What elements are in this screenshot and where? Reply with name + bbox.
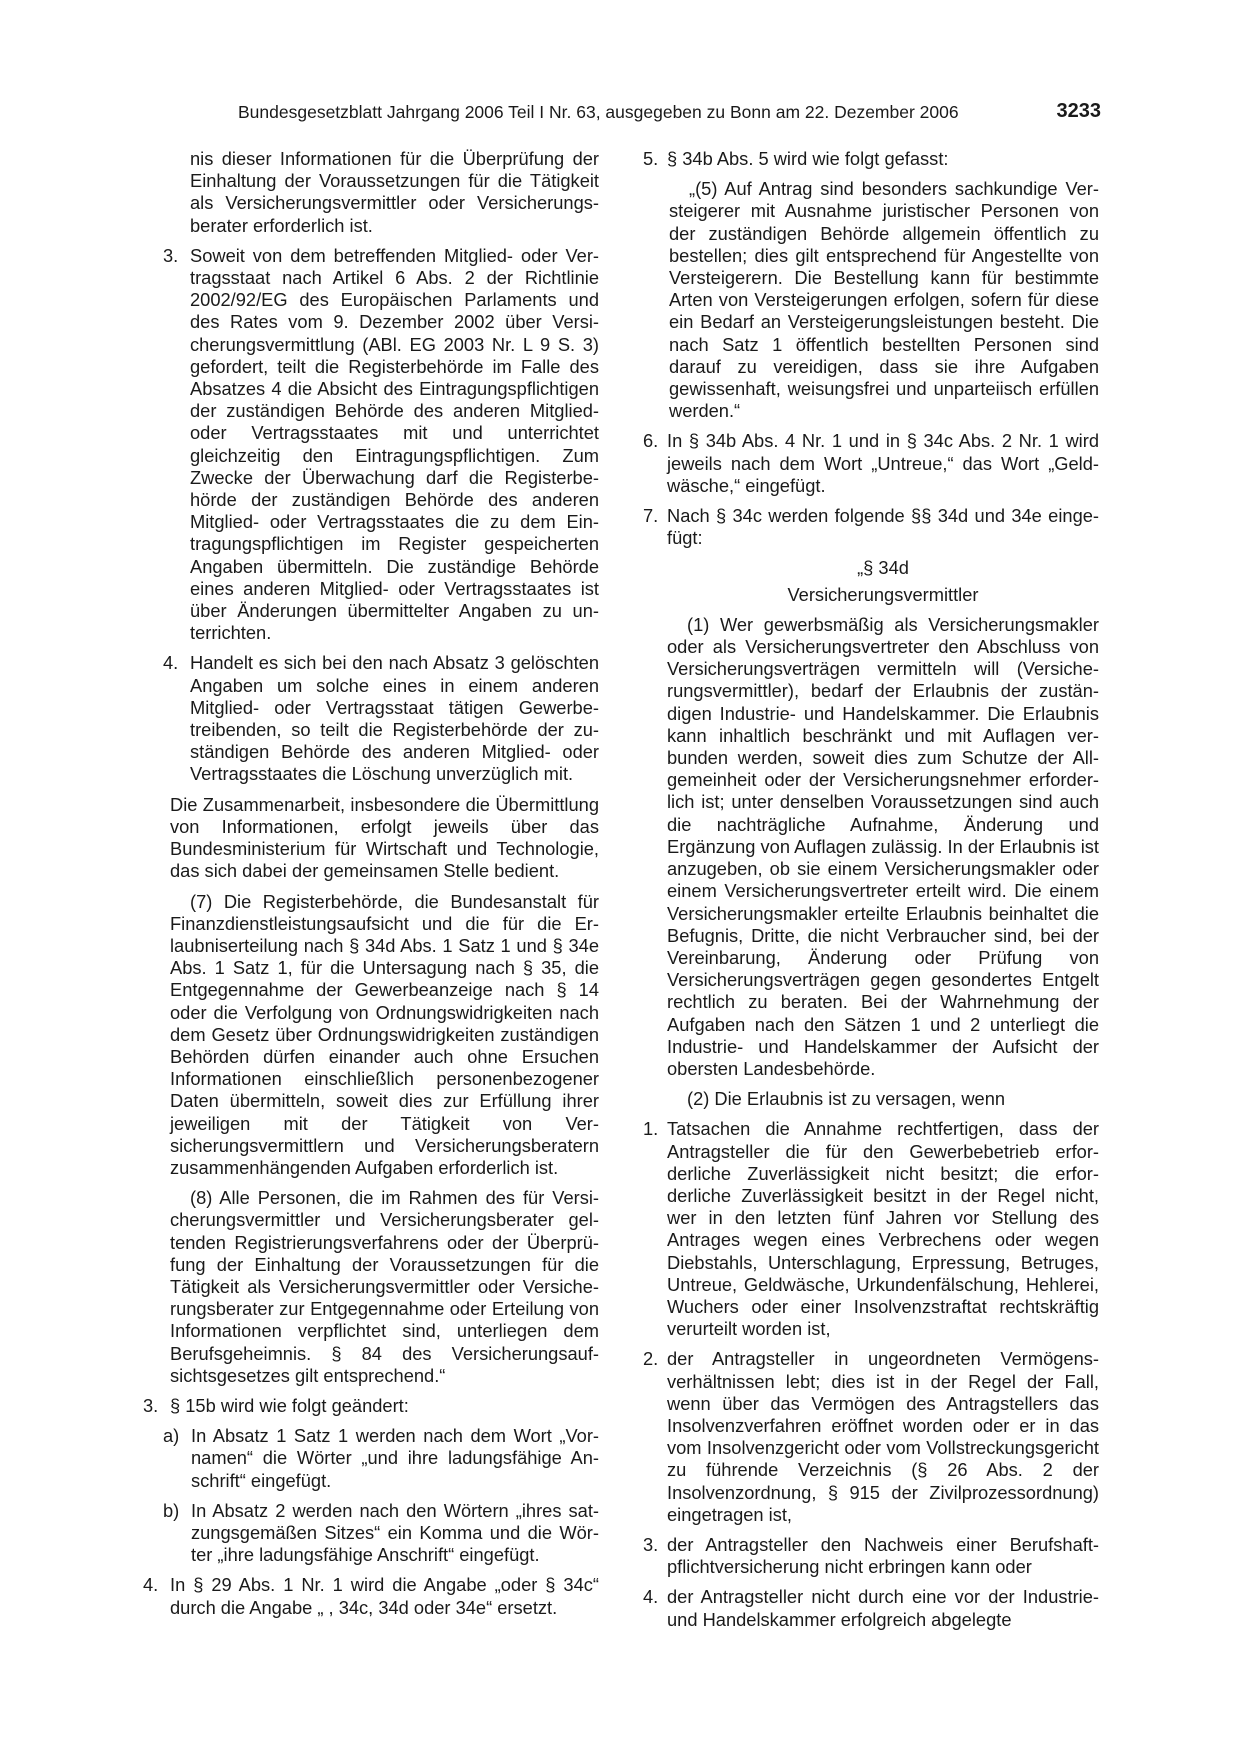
amendment-item-7	[643, 505, 1099, 549]
paragraph-8: (8) Alle Personen, die im Rahmen des für Versicherungsvermittler und Versicherungsberater geltenden Registrierungsverfahrens oder der Überprüfung der Einhaltung der Voraussetzungen für die Tätigkeit als Versicherungsvermittler oder Versicherungsberater zur Entgegennahme oder Erteilung von Informationen verpflichtet sind, unterliegen dem Berufsgeheimnis. § 84 des Versicherungsaufsichtsgesetzes gilt entsprechend.“	[170, 1187, 599, 1386]
amendment-item-6	[643, 430, 1099, 497]
list-number: 4.	[643, 1586, 659, 1608]
paragraph-zusammenarbeit: Die Zusammenarbeit, insbesondere die Übermittlung von Informationen, erfolgt jeweils über das Bundesministerium für Wirtschaft und Technologie, das sich dabei der gemeinsamen Stelle bedient.	[170, 793, 599, 882]
list-letter: a)	[163, 1425, 180, 1447]
paragraph-7: (7) Die Registerbehörde, die Bundesanstalt für Finanzdienstleistungsaufsicht und die für die Erlaubniserteilung nach § 34d Abs. 1 Satz 1 und § 34e Abs. 1 Satz 1, für die Untersagung nach § 35, die Entgegennahme der Gewerbeanzeige nach § 14 oder die Verfolgung von Ordnungswidrigkeiten nach dem Gesetz über Ordnungswidrigkeiten zuständigen Behörden dürfen einander auch ohne Ersuchen Informationen einschließlich personenbezogener Daten übermitteln, soweit dies zur Erfüllung ihrer jeweiligen mit der Tätigkeit von Versicherungsvermittlern und Versicherungsberatern zusammenhängenden Aufgaben erforderlich ist.	[170, 890, 599, 1178]
quoted-paragraph-5: „(5) Auf Antrag sind besonders sachkundige Versteigerer mit Ausnahme juristischer Personen von der zuständigen Behörde allgemein öffentlich zu bestellen; dies gilt entsprechend für Angestellte von Versteigerern. Die Bestellung kann für bestimmte Arten von Versteigerungen erfolgen, sofern für diese ein Bedarf an Versteigerungsleistungen besteht. Die nach Satz 1 öffentlich bestellten Personen sind darauf zu vereidigen, dass sie ihre Aufgaben gewissenhaft, weisungsfrei und unparteiisch erfüllen werden.“	[669, 178, 1099, 422]
condition-item-2	[643, 1348, 1099, 1526]
list-text: der Antragsteller den Nachweis einer Berufshaftpflichtversicherung nicht erbringen kann oder	[667, 1533, 1099, 1578]
list-number: 6.	[643, 430, 659, 452]
list-text: der Antragsteller nicht durch eine vor der Industrie- und Handelskammer erfolgreich abgelegte	[667, 1586, 1099, 1630]
list-number: 3.	[163, 244, 179, 266]
section-heading: „§ 34d	[857, 557, 909, 579]
section-34d	[643, 557, 1099, 1110]
sub-item-a	[143, 1425, 599, 1492]
list-number: 7.	[643, 505, 659, 527]
condition-item-1	[643, 1118, 1099, 1340]
sub-item-b	[143, 1500, 599, 1567]
amendment-item-5	[643, 148, 1099, 170]
list-text: Soweit von dem betreffenden Mitglied- oder Vertragsstaat nach Artikel 6 Abs. 2 der Richtlinie 2002/92/EG des Europäischen Parlaments und des Rates vom 9. Dezember 2002 über Versicherungsvermittlung (ABl. EG 2003 Nr. L 9 S. 3) gefordert, teilt die Registerbehörde im Falle des Absatzes 4 die Absicht des Eintragungspflichtigen der zuständigen Behörde des anderen Mitglied- oder Vertragsstaates mit und unterrichtet gleichzeitig den Eintragungspflichtigen. Zum Zwecke der Überwachung darf die Registerbehörde der zuständigen Behörde des anderen Mitglied- oder Vertragsstaates die zu dem Eintragungspflichtigen im Register gespeicherten Angaben übermitteln. Die zuständige Behörde eines anderen Mitglied- oder Vertragsstaates ist über Änderungen übermittelter Angaben zu unterrichten.	[190, 244, 599, 644]
list-text: In § 34b Abs. 4 Nr. 1 und in § 34c Abs. 2 Nr. 1 wird jeweils nach dem Wort „Untreue,“ das Wort „Geldwäsche,“ eingefügt.	[667, 430, 1099, 496]
paragraph-1: (1) Wer gewerbsmäßig als Versicherungsmakler oder als Versicherungsvertreter den Abschluss von Versicherungsverträgen vermitteln will (Versicherungsvermittler), bedarf der Erlaubnis der zuständigen Industrie- und Handelskammer. Die Erlaubnis kann inhaltlich beschränkt und mit Auflagen verbunden werden, soweit dies zum Schutze der Allgemeinheit oder der Versicherungsnehmer erforderlich ist; unter denselben Voraussetzungen sind auch die nachträgliche Aufnahme, Änderung und Ergänzung von Auflagen zulässig. In der Erlaubnis ist anzugeben, ob sie einem Versicherungsmakler oder einem Versicherungsvertreter erteilt wird. Die einem Versicherungsmakler erteilte Erlaubnis beinhaltet die Befugnis, Dritte, die nicht Verbraucher sind, bei der Vereinbarung, Änderung oder Prüfung von Versicherungsverträgen gegen gesondertes Entgelt rechtlich zu beraten. Bei der Wahrnehmung der Aufgaben nach den Sätzen 1 und 2 unterliegt die Industrie- und Handelskammer der Aufsicht der obersten Landesbehörde.	[667, 613, 1099, 1079]
list-text: § 15b wird wie folgt geändert:	[170, 1394, 409, 1416]
paragraph-2: (2) Die Erlaubnis ist zu versagen, wenn	[687, 1088, 1006, 1110]
list-text: In § 29 Abs. 1 Nr. 1 wird die Angabe „oder § 34c“ durch die Angabe „ , 34c, 34d oder 34e“ ersetzt.	[170, 1574, 599, 1618]
page-number: 3233	[1056, 100, 1101, 122]
list-number: 3.	[143, 1394, 159, 1416]
list-number: 4.	[143, 1574, 159, 1596]
condition-item-3	[643, 1534, 1099, 1578]
right-column	[643, 148, 1099, 1639]
list-text: In Absatz 2 werden nach den Wörtern „ihres satzungsgemäßen Sitzes“ ein Komma und die Wörter „ihre ladungsfähige Anschrift“ eingefügt.	[191, 1499, 599, 1566]
list-number: 4.	[163, 652, 179, 674]
list-number: 5.	[643, 148, 659, 169]
paragraph-continuation: nis dieser Informationen für die Überprüfung der Einhaltung der Voraussetzungen für die Tätigkeit als Versicherungsvermittler oder Versicherungsberater erforderlich ist.	[190, 148, 599, 236]
list-text: Tatsachen die Annahme rechtfertigen, dass der Antragsteller die für den Gewerbebetrieb erforderliche Zuverlässigkeit nicht besitzt; die erforderliche Zuverlässigkeit besitzt in der Regel nicht, wer in den letzten fünf Jahren vor Stellung des Antrages wegen eines Verbrechens oder wegen Diebstahls, Unterschlagung, Erpressung, Betruges, Untreue, Geldwäsche, Urkundenfälschung, Hehlerei, Wuchers oder einer Insolvenzstraftat rechtskräftig verurteilt worden ist,	[667, 1118, 1099, 1340]
list-number: 2.	[643, 1348, 659, 1370]
amendment-item-3	[143, 1395, 599, 1417]
list-text: § 34b Abs. 5 wird wie folgt gefasst:	[667, 148, 949, 169]
left-column	[143, 148, 599, 1627]
list-number: 1.	[643, 1118, 659, 1140]
amendment-item-4	[143, 1574, 599, 1618]
list-text: Nach § 34c werden folgende §§ 34d und 34e eingefügt:	[667, 505, 1099, 549]
list-text: In Absatz 1 Satz 1 werden nach dem Wort „Vornamen“ die Wörter „und ihre ladungsfähige Anschrift“ eingefügt.	[191, 1425, 599, 1491]
section-title: Versicherungsvermittler	[787, 583, 979, 605]
list-text: der Antragsteller in ungeordneten Vermögensverhältnissen lebt; dies ist in der Regel der Fall, wenn über das Vermögen des Antragstellers das Insolvenzverfahren eröffnet worden oder er in das vom Insolvenzgericht oder vom Vollstreckungsgericht zu führende Verzeichnis (§ 26 Abs. 2 der Insolvenzordnung, § 915 der Zivilprozessordnung) eingetragen ist,	[667, 1348, 1099, 1525]
page-header	[238, 100, 1101, 130]
header-title: Bundesgesetzblatt Jahrgang 2006 Teil I Nr. 63, ausgegeben zu Bonn am 22. Dezember 2006	[238, 102, 959, 122]
list-item-4	[143, 652, 599, 785]
condition-item-4	[643, 1586, 1099, 1630]
list-text: Handelt es sich bei den nach Absatz 3 gelöschten Angaben um solche eines in einem anderen Mitglied- oder Vertragsstaat tätigen Gewerbetreibenden, so teilt die Registerbehörde der zuständigen Behörde des anderen Mitglied- oder Vertragsstaates die Löschung unverzüglich mit.	[190, 652, 599, 785]
list-number: 3.	[643, 1533, 659, 1555]
list-item-3	[143, 245, 599, 645]
list-letter: b)	[163, 1499, 180, 1521]
